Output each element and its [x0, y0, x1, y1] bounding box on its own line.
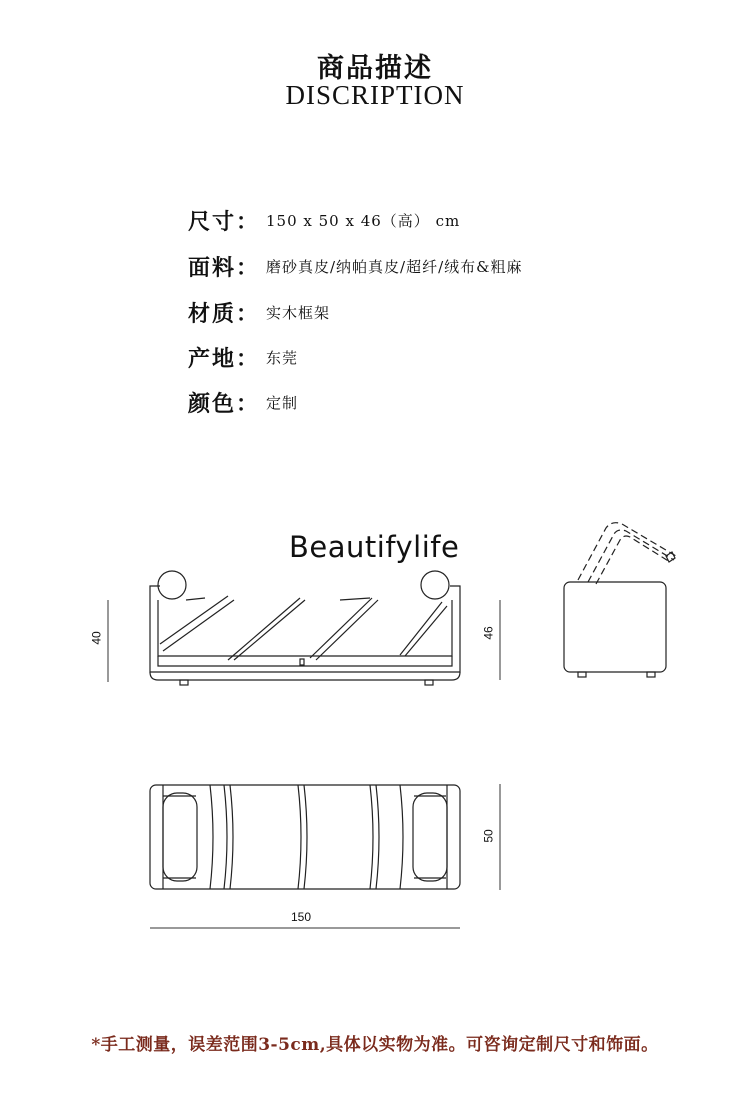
side-foot-right — [647, 672, 655, 677]
spec-label: 颜色： — [188, 390, 261, 417]
front-left-foot — [180, 680, 188, 685]
side-foot-left — [578, 672, 586, 677]
side-body — [564, 582, 666, 672]
front-view — [108, 571, 500, 685]
dim-top-width: 150 — [291, 910, 312, 924]
dim-front-height: 40 — [89, 631, 104, 645]
spec-label: 面料： — [188, 254, 261, 281]
spec-value: 东莞 — [266, 348, 299, 367]
spec-value: 磨砂真皮/纳帕真皮/超纤/绒布&粗麻 — [266, 257, 523, 276]
spec-value: 150 x 50 x 46（高） cm — [266, 211, 461, 230]
spec-label: 产地： — [188, 345, 261, 372]
top-right-bolster — [413, 793, 447, 881]
top-view — [150, 784, 500, 928]
brand-watermark: Beautifylife — [289, 530, 460, 564]
spec-label: 材质： — [188, 300, 261, 327]
side-view — [564, 523, 676, 677]
page-title-cn: 商品描述 — [317, 53, 433, 84]
dim-front-total-height: 46 — [481, 626, 496, 640]
footnote: *手工测量，误差范围3-5cm,具体以实物为准。可咨询定制尺寸和饰面。 — [91, 1035, 659, 1055]
spec-value: 定制 — [266, 393, 299, 412]
front-right-foot — [425, 680, 433, 685]
left-bolster — [158, 571, 186, 599]
right-bolster — [421, 571, 449, 599]
spec-value: 实木框架 — [266, 303, 331, 322]
dim-top-depth: 50 — [481, 829, 496, 843]
spec-label: 尺寸： — [188, 208, 261, 235]
top-left-bolster — [163, 793, 197, 881]
page-title-en: DISCRIPTION — [285, 80, 465, 110]
